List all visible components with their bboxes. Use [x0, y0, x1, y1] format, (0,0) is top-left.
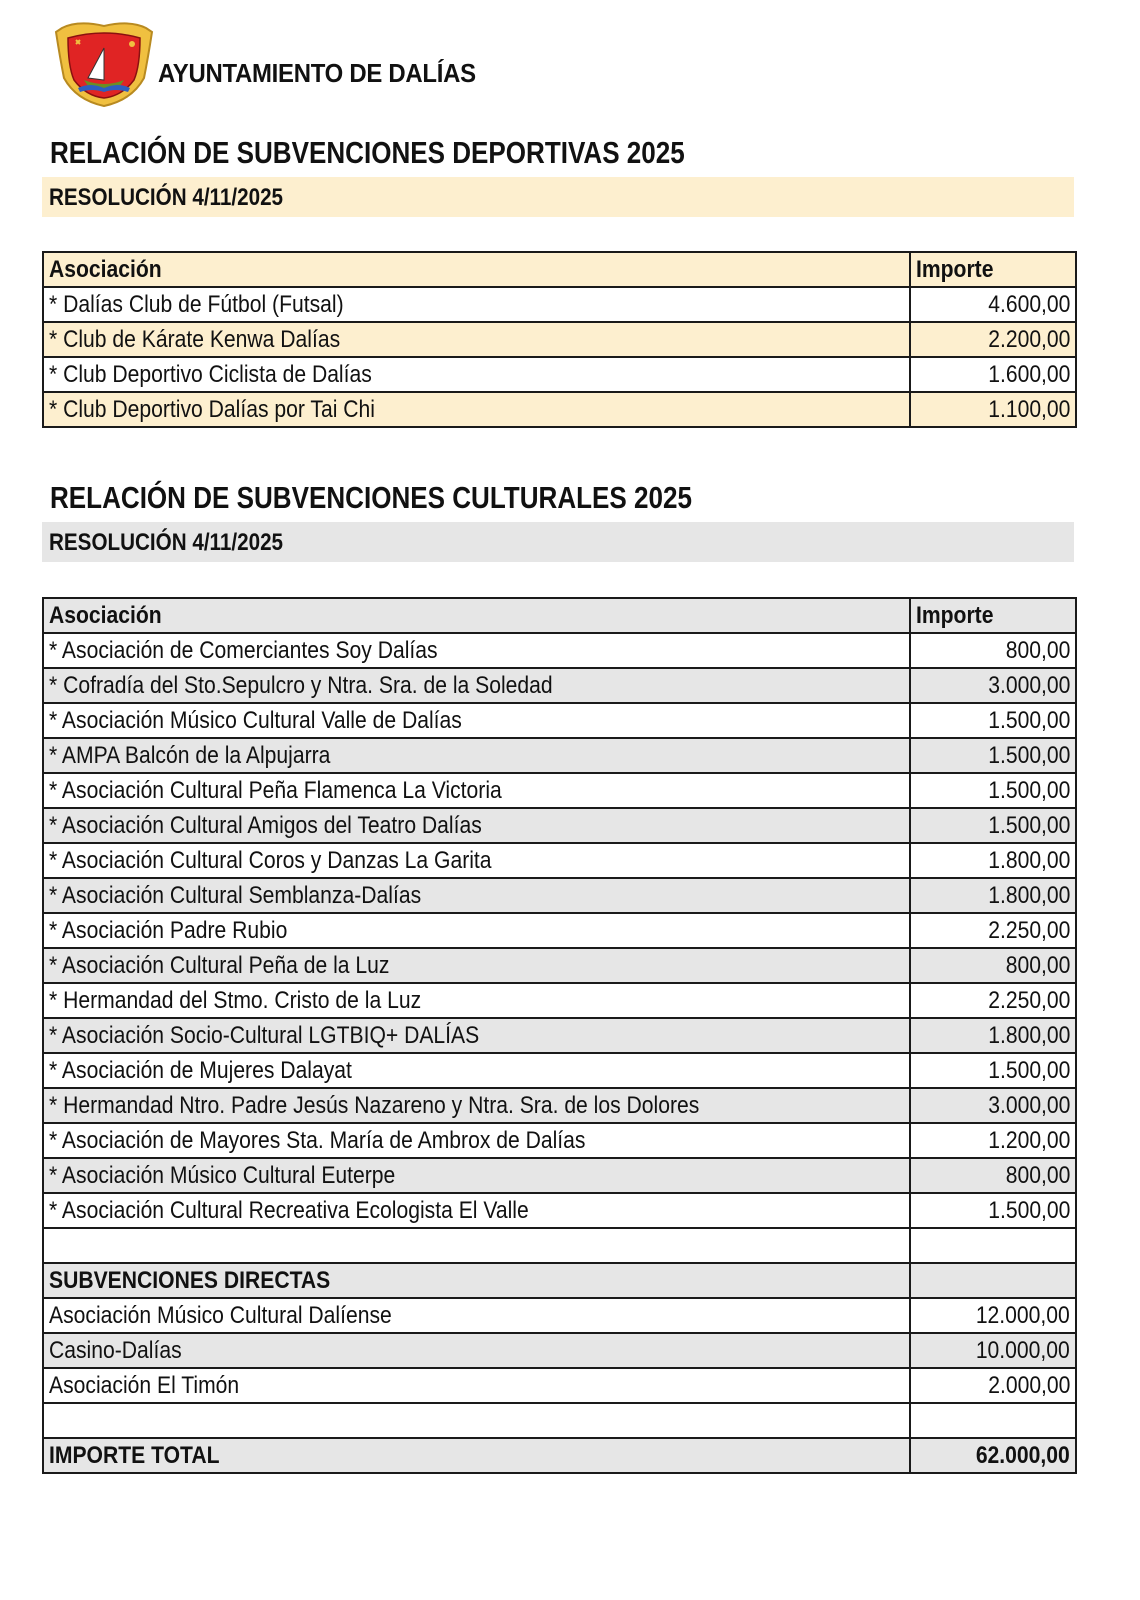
association-name: * Asociación Socio-Cultural LGTBIQ+ DALÍAS: [43, 1018, 910, 1053]
amount: 2.200,00: [910, 322, 1076, 357]
association-name: * Asociación de Comerciantes Soy Dalías: [43, 633, 910, 668]
association-name: * Asociación Cultural Amigos del Teatro Dalías: [43, 808, 910, 843]
association-name: [43, 1228, 910, 1263]
empty-row: [43, 1228, 1076, 1263]
sport-section-title: RELACIÓN DE SUBVENCIONES DEPORTIVAS 2025: [50, 135, 685, 170]
table-row: [43, 1333, 1076, 1368]
association-name: * Asociación Cultural Peña de la Luz: [43, 948, 910, 983]
amount: 1.800,00: [910, 878, 1076, 913]
association-name: SUBVENCIONES DIRECTAS: [43, 1263, 910, 1298]
amount: 2.250,00: [910, 983, 1076, 1018]
amount: 12.000,00: [910, 1298, 1076, 1333]
amount: 10.000,00: [910, 1333, 1076, 1368]
amount: 1.500,00: [910, 1053, 1076, 1088]
amount: 800,00: [910, 948, 1076, 983]
table-row: [43, 322, 1076, 357]
amount: 1.100,00: [910, 392, 1076, 427]
amount: 1.500,00: [910, 738, 1076, 773]
table-row: [43, 1193, 1076, 1228]
table-row: [43, 738, 1076, 773]
amount: 1.500,00: [910, 808, 1076, 843]
amount: 1.500,00: [910, 703, 1076, 738]
amount: 4.600,00: [910, 287, 1076, 322]
table-row: [43, 1298, 1076, 1333]
column-header-importe: Importe: [910, 598, 1076, 633]
table-row: [43, 668, 1076, 703]
association-name: Asociación Músico Cultural Dalíense: [43, 1298, 910, 1333]
culture-grants-table: [42, 597, 1077, 1474]
column-header-asociacion: Asociación: [43, 598, 910, 633]
table-row: [43, 287, 1076, 322]
culture-resolution: RESOLUCIÓN 4/11/2025: [49, 529, 284, 556]
association-name: * Club Deportivo Dalías por Tai Chi: [43, 392, 910, 427]
association-name: * Asociación Músico Cultural Euterpe: [43, 1158, 910, 1193]
table-row: [43, 773, 1076, 808]
association-name: * Asociación Cultural Peña Flamenca La Victoria: [43, 773, 910, 808]
association-name: * Cofradía del Sto.Sepulcro y Ntra. Sra. de la Soledad: [43, 668, 910, 703]
amount: 1.800,00: [910, 1018, 1076, 1053]
association-name: * Club de Kárate Kenwa Dalías: [43, 322, 910, 357]
amount: 62.000,00: [910, 1438, 1076, 1473]
amount: [910, 1263, 1076, 1298]
column-header-asociacion: Asociación: [43, 252, 910, 287]
table-header-row: [43, 252, 1076, 287]
association-name: Casino-Dalías: [43, 1333, 910, 1368]
association-name: * Asociación Cultural Coros y Danzas La Garita: [43, 843, 910, 878]
association-name: * Asociación de Mujeres Dalayat: [43, 1053, 910, 1088]
table-row: [43, 1123, 1076, 1158]
table-row: [43, 808, 1076, 843]
table-header-row: [43, 598, 1076, 633]
table-row: [43, 1368, 1076, 1403]
amount: 1.200,00: [910, 1123, 1076, 1158]
empty-row: [43, 1403, 1076, 1438]
table-row: [43, 392, 1076, 427]
association-name: IMPORTE TOTAL: [43, 1438, 910, 1473]
amount: 800,00: [910, 1158, 1076, 1193]
association-name: * Asociación Cultural Semblanza-Dalías: [43, 878, 910, 913]
association-name: Asociación El Timón: [43, 1368, 910, 1403]
association-name: * Asociación de Mayores Sta. María de Ambrox de Dalías: [43, 1123, 910, 1158]
table-row: [43, 843, 1076, 878]
table-row: [43, 913, 1076, 948]
table-row: [43, 948, 1076, 983]
amount: 2.250,00: [910, 913, 1076, 948]
amount: 800,00: [910, 633, 1076, 668]
amount: 1.600,00: [910, 357, 1076, 392]
organization-name: AYUNTAMIENTO DE DALÍAS: [158, 58, 476, 88]
association-name: * Asociación Cultural Recreativa Ecologista El Valle: [43, 1193, 910, 1228]
amount: [910, 1228, 1076, 1263]
table-row: [43, 1088, 1076, 1123]
amount: 2.000,00: [910, 1368, 1076, 1403]
sport-resolution-band: [42, 177, 1074, 217]
association-name: * AMPA Balcón de la Alpujarra: [43, 738, 910, 773]
amount: 3.000,00: [910, 1088, 1076, 1123]
association-name: * Club Deportivo Ciclista de Dalías: [43, 357, 910, 392]
amount: 1.500,00: [910, 1193, 1076, 1228]
table-row: [43, 1018, 1076, 1053]
culture-resolution-band: [42, 522, 1074, 562]
table-row: [43, 1158, 1076, 1193]
table-row: [43, 633, 1076, 668]
column-header-importe: Importe: [910, 252, 1076, 287]
culture-section-title: RELACIÓN DE SUBVENCIONES CULTURALES 2025: [50, 480, 692, 515]
table-row: [43, 983, 1076, 1018]
amount: 1.500,00: [910, 773, 1076, 808]
table-row: [43, 1053, 1076, 1088]
association-name: * Hermandad del Stmo. Cristo de la Luz: [43, 983, 910, 1018]
amount: 3.000,00: [910, 668, 1076, 703]
association-name: [43, 1403, 910, 1438]
association-name: * Asociación Padre Rubio: [43, 913, 910, 948]
total-row: [43, 1438, 1076, 1473]
table-row: [43, 703, 1076, 738]
sport-grants-table: [42, 251, 1077, 428]
association-name: * Hermandad Ntro. Padre Jesús Nazareno y Ntra. Sra. de los Dolores: [43, 1088, 910, 1123]
association-name: * Asociación Músico Cultural Valle de Dalías: [43, 703, 910, 738]
association-name: * Dalías Club de Fútbol (Futsal): [43, 287, 910, 322]
direct-grants-heading-row: [43, 1263, 1076, 1298]
amount: 1.800,00: [910, 843, 1076, 878]
amount: [910, 1403, 1076, 1438]
coat-of-arms-icon: [48, 18, 160, 108]
table-row: [43, 878, 1076, 913]
table-row: [43, 357, 1076, 392]
sport-resolution: RESOLUCIÓN 4/11/2025: [49, 184, 284, 211]
